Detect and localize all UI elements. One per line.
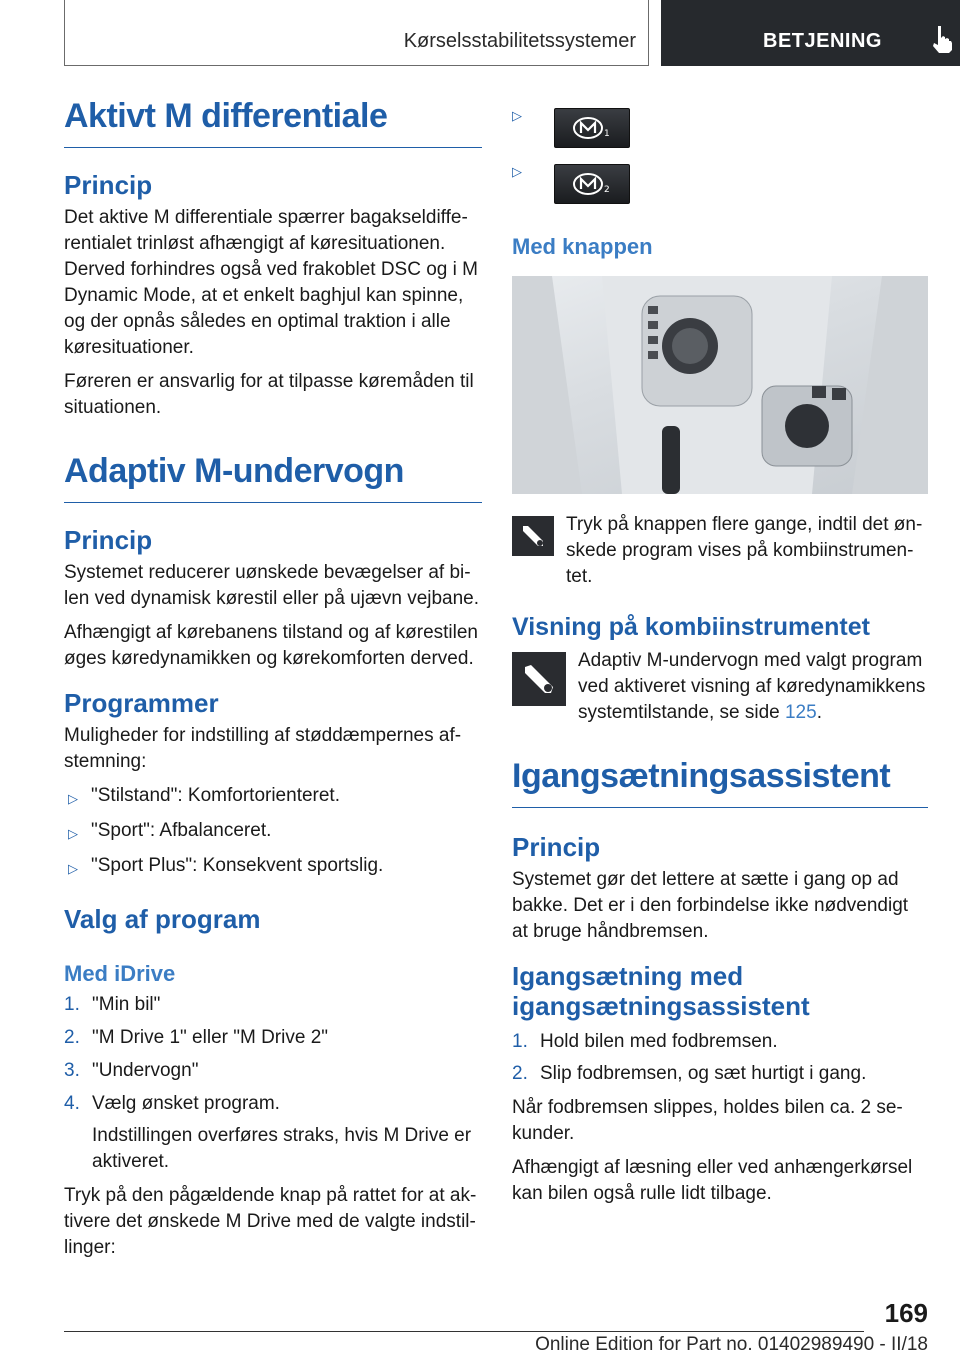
header-chapter-title: BETJENING [763,30,882,52]
heading-med-idrive: Med iDrive [64,961,176,987]
header-section-tab [64,0,649,66]
svg-text:1: 1 [604,129,610,139]
list-item: 1. Hold bilen med fodbremsen. [512,1031,778,1053]
paragraph-differential-2: Føreren er ansvarlig for at tilpasse køremåden til situationen. [64,370,474,418]
center-console-photo [512,276,928,494]
heading-princip: Princip [64,524,153,555]
bullet-marker: ▷ [68,791,78,807]
step-note: Indstillingen overføres straks, hvis M Drive er aktiveret. [92,1124,472,1172]
page-link[interactable]: 125 [784,702,817,724]
paragraph-adaptiv-1: Systemet reducerer uønskede bevægelser af bi-len ved dynamisk kørestil eller på ujævn vejbane. [64,561,480,609]
heading-aktivt-m-differentiale: Aktivt M differentiale [64,96,482,148]
m1-icon [572,116,612,140]
paragraph-igang-3: Afhængigt af læsning eller ved anhængerkørsel kan bilen også rulle lidt tilbage. [512,1157,913,1205]
bullet-marker: ▷ [68,826,78,842]
paragraph-tryk: Tryk på den pågældende knap på rattet for at ak-tivere det ønskede M Drive med de valgte indstil-linger: [64,1184,477,1258]
heading-visning: Visning på kombiinstrumentet [512,613,870,642]
list-item: 1. "Min bil" [64,993,161,1015]
igang-step-list [512,1029,928,1087]
heading-valg-af-program: Valg af program [64,904,261,935]
heading-med-knappen: Med knappen [512,234,653,259]
m2-button-row [512,162,928,204]
header-section-title: Kørselsstabilitetssystemer [403,30,636,52]
heading-princip: Princip [64,169,153,200]
paragraph-igang-1: Systemet gør det lettere at sætte i gang op ad bakke. Det er i den forbindelse ikke nødvendigt at bruge håndbremsen. [512,869,909,943]
bullet-marker: ▷ [68,861,78,877]
note-button-press [512,516,928,590]
heading-princip: Princip [512,832,601,863]
list-item: ▷ "Sport Plus": Konsekvent sportslig. [64,853,482,882]
heading-igangsaetningsassistent: Igangsætningsassistent [512,756,928,808]
m1-button-row [512,106,928,148]
wrench-icon [512,516,554,556]
paragraph-igang-2: Når fodbremsen slippes, holdes bilen ca. 2 se-kunder. [512,1097,903,1145]
m1-button-image [554,108,630,148]
note-button-press-text: Tryk på knappen flere gange, indtil det øn-skede program vises på kombiinstrumen-tet. [566,514,923,588]
list-item: 2. "M Drive 1" eller "M Drive 2" [64,1026,329,1048]
heading-programmer: Programmer [64,687,219,718]
bullet-marker: ▷ [512,108,522,123]
paragraph-adaptiv-2: Afhængigt af kørebanens tilstand og af kørestilen øges køredynamikken og kørekomforten derved. [64,621,479,669]
note-visning [512,652,928,726]
hand-pointer-icon [929,24,955,54]
idrive-step-list [64,992,482,1175]
page-number: 169 [884,1298,928,1328]
left-column [64,96,482,1261]
center-console-illustration [512,276,928,494]
list-item: ▷ "Sport": Afbalanceret. [64,818,482,847]
heading-igangsaetning-med: Igangsætning med igangsætningsassistent [512,961,810,1022]
list-item: ▷ "Stilstand": Komfortorienteret. [64,783,482,812]
bullet-marker: ▷ [512,164,522,179]
paragraph-differential-1: Det aktive M differentiale spærrer bagakseldiffe-rentialet trinløst afhængigt af køresituationen. Derved forhindres også ved frakoblet DSC og i M Dynamic Mode, at et enkelt baghjul kan spinne, og der opnås således en optimal traktion i alle køresituationer. [64,206,478,358]
wrench-icon [512,652,566,706]
m2-icon [572,172,612,196]
svg-text:2: 2 [604,185,610,195]
right-column [512,96,928,1207]
m2-button-image [554,164,630,204]
paragraph-programmer: Muligheder for indstilling af støddæmpernes af-stemning: [64,725,462,773]
header-chapter-tab [661,0,960,66]
heading-adaptiv-m-undervogn: Adaptiv M-undervogn [64,451,482,503]
footer-edition: Online Edition for Part no. 01402989490 - II/18 [535,1334,928,1355]
footer-divider [64,1331,864,1332]
note-visning-text: Adaptiv M-undervogn med valgt program ved aktiveret visning af køredynamikkens systemtilstande, se side 125. [578,650,926,724]
list-item: 2. Slip fodbremsen, og sæt hurtigt i gang. [512,1063,867,1085]
list-item: 3. "Undervogn" [64,1059,199,1081]
list-item: 4. Vælg ønsket program. [64,1092,280,1114]
program-bullet-list [64,783,482,882]
